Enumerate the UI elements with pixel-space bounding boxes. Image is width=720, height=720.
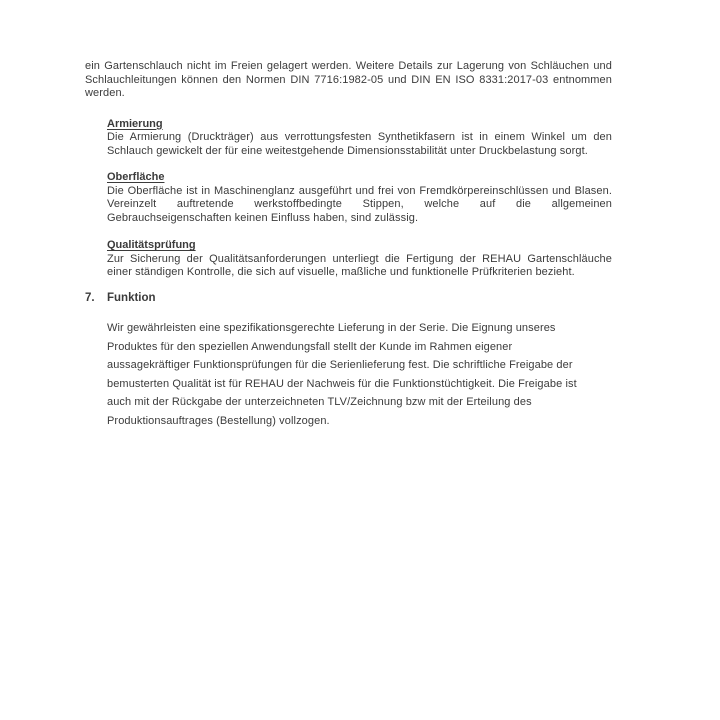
subsection-body-armierung: Die Armierung (Druckträger) aus verrottungsfesten Synthetikfasern ist in einem Winkel um den Schlauch gewickelt der für eine weitestgehende Dimensionsstabilität unter Druckbelastung sorgt. <box>107 131 612 157</box>
intro-paragraph: ein Gartenschlauch nicht im Freien gelagert werden. Weitere Details zur Lagerung von Schläuchen und Schlauchleitungen können den Normen DIN 7716:1982-05 und DIN EN ISO 8331:2017-03 entnommen werden. <box>85 60 612 99</box>
subsection-body-qualitaetspruefung: Zur Sicherung der Qualitätsanforderungen unterliegt die Fertigung der REHAU Gartenschläuche einer ständigen Kontrolle, die sich auf visuelle, maßliche und funktionelle Prüfkriterien bezieht. <box>107 252 612 278</box>
subsection-body-oberflaeche: Die Oberfläche ist in Maschinenglanz ausgeführt und frei von Fremdkörpereinschlüssen und Blasen. Vereinzelt auftretende werkstoffbedingte Stippen, welche auf die allgemeinen Gebrauchseigenschaften keinen Einfluss haben, sind zulässig. <box>107 184 612 224</box>
subsection-heading-oberflaeche: Oberfläche <box>107 171 165 183</box>
subsection-heading-qualitaetspruefung: Qualitätsprüfung <box>107 239 196 251</box>
subsection-qualitaetspruefung <box>107 239 612 280</box>
section-body-funktion: Wir gewährleisten eine spezifikationsgerechte Lieferung in der Serie. Die Eignung unseres Produktes für den speziellen Anwendungsfall stellt der Kunde im Rahmen eigener aussagekräftiger Funktionsprüfungen für die Serienlieferung fest. Die schriftliche Freigabe der bemusterten Qualität ist für REHAU der Nachweis für die Funktionstüchtigkeit. Die Freigabe ist auch mit der Rückgabe der unterzeichneten TLV/Zeichnung bzw mit der Erteilung des Produktionsauftrages (Bestellung) vollzogen. <box>107 322 577 427</box>
subsection-armierung <box>107 118 612 159</box>
subsection-heading-armierung: Armierung <box>107 117 163 130</box>
subsection-oberflaeche <box>107 171 612 225</box>
section-number: 7. <box>85 291 95 304</box>
section-heading-funktion <box>85 292 612 306</box>
section-title: Funktion <box>107 291 156 304</box>
